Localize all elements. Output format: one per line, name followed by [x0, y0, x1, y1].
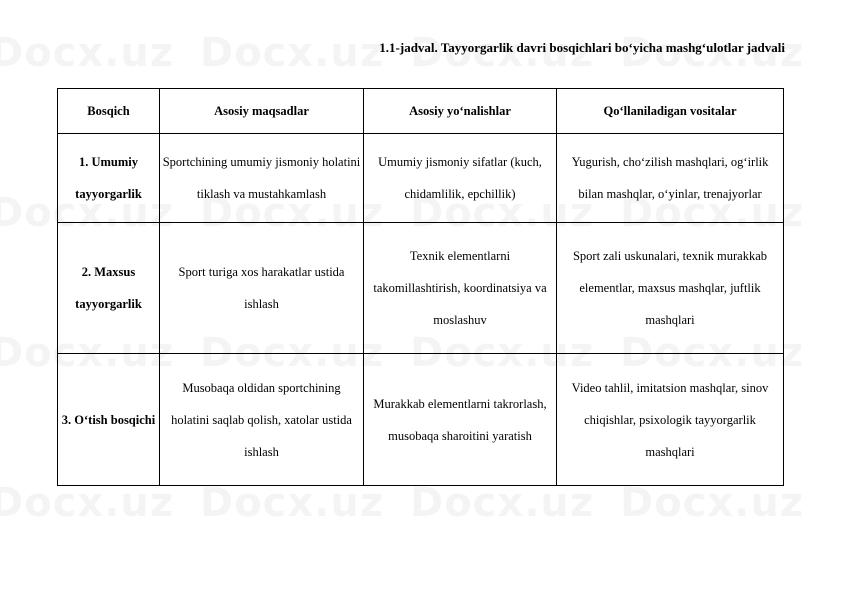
cell-tools: Yugurish, cho‘zilish mashqlari, og‘irlik bilan mashqlar, o‘yinlar, trenajyorlar	[557, 134, 784, 223]
cell-goal: Sport turiga xos harakatlar ustida ishlash	[160, 223, 364, 354]
cell-goal: Musobaqa oldidan sportchining holatini saqlab qolish, xatolar ustida ishlash	[160, 354, 364, 486]
cell-direction: Texnik elementlarni takomillashtirish, koordinatsiya va moslashuv	[364, 223, 557, 354]
watermark	[200, 480, 384, 526]
cell-direction: Murakkab elementlarni takrorlash, musobaqa sharoitini yaratish	[364, 354, 557, 486]
watermark	[0, 30, 174, 76]
header-goals: Asosiy maqsadlar	[160, 89, 364, 134]
header-stage: Bosqich	[58, 89, 160, 134]
watermark	[620, 480, 804, 526]
watermark	[0, 480, 174, 526]
cell-goal: Sportchining umumiy jismoniy holatini tiklash va mustahkamlash	[160, 134, 364, 223]
watermark	[410, 480, 594, 526]
table-row	[58, 223, 784, 354]
cell-stage: 2. Maxsus tayyorgarlik	[58, 223, 160, 354]
header-directions: Asosiy yo‘nalishlar	[364, 89, 557, 134]
watermark	[200, 30, 384, 76]
table-row	[58, 134, 784, 223]
cell-direction: Umumiy jismoniy sifatlar (kuch, chidamlilik, epchillik)	[364, 134, 557, 223]
cell-stage: 1. Umumiy tayyorgarlik	[58, 134, 160, 223]
training-stages-table	[57, 88, 784, 486]
header-tools: Qo‘llaniladigan vositalar	[557, 89, 784, 134]
cell-tools: Video tahlil, imitatsion mashqlar, sinov chiqishlar, psixologik tayyorgarlik mashqlari	[557, 354, 784, 486]
table-caption: 1.1-jadval. Tayyorgarlik davri bosqichlari bo‘yicha mashg‘ulotlar jadvali	[379, 40, 785, 55]
cell-stage: 3. O‘tish bosqichi	[58, 354, 160, 486]
table-row	[58, 354, 784, 486]
table-header-row	[58, 89, 784, 134]
cell-tools: Sport zali uskunalari, texnik murakkab elementlar, maxsus mashqlar, juftlik mashqlari	[557, 223, 784, 354]
